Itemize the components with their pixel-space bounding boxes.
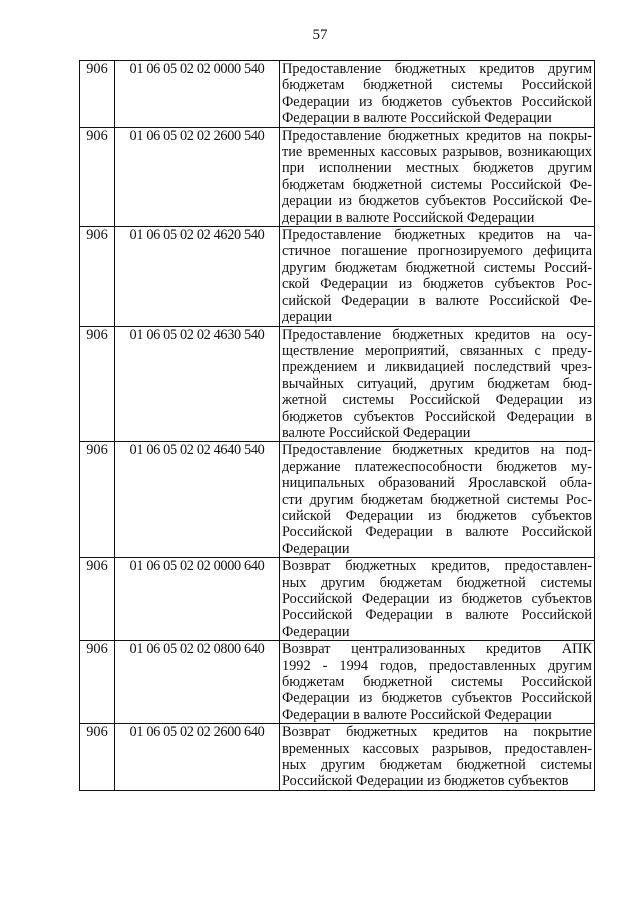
- description-line: Российской Федерации из бюджетов субъектов: [282, 773, 569, 790]
- description-line: преждением и ликвидацией последствий чрез-: [282, 359, 592, 376]
- description-line: Предоставление бюджетных кредитов на ча-: [282, 227, 592, 244]
- description-cell: [280, 227, 595, 326]
- description-cell: [280, 127, 595, 226]
- table-row: [80, 326, 595, 442]
- description-line: бюджетам бюджетной системы Российской: [282, 77, 592, 94]
- description-line: жетной системы Российской Федерации из: [282, 392, 592, 409]
- admin-code-cell: 906: [80, 558, 115, 641]
- description-cell: [280, 61, 595, 128]
- description-line: ской Федерации из бюджетов субъектов Рос-: [282, 276, 592, 293]
- table-body: [80, 61, 595, 791]
- description-line: ниципальных образований Ярославской обла-: [282, 475, 592, 492]
- admin-code-cell: 906: [80, 127, 115, 226]
- description-line: Федерации из бюджетов субъектов Российской: [282, 690, 592, 707]
- description-line: другим бюджетам бюджетной системы Россий-: [282, 259, 592, 276]
- budget-code-cell: 01 06 05 02 02 2600 640: [115, 724, 280, 791]
- budget-code-cell: 01 06 05 02 02 2600 540: [115, 127, 280, 226]
- table-row: [80, 61, 595, 128]
- description-line: Федерации в валюте Российской Федерации: [282, 110, 552, 127]
- budget-code-cell: 01 06 05 02 02 0000 640: [115, 558, 280, 641]
- table-row: [80, 227, 595, 326]
- budget-code-cell: 01 06 05 02 02 0000 540: [115, 61, 280, 128]
- description-line: ных другим бюджетам бюджетной системы: [282, 574, 592, 591]
- table-row: [80, 558, 595, 641]
- admin-code-cell: 906: [80, 724, 115, 791]
- description-cell: [280, 558, 595, 641]
- description-line: стичное погашение прогнозируемого дефицита: [282, 243, 592, 260]
- admin-code-cell: 906: [80, 227, 115, 326]
- description-line: Российской Федерации в валюте Российской: [282, 524, 592, 541]
- budget-code-cell: 01 06 05 02 02 0800 640: [115, 641, 280, 724]
- description-cell: [280, 724, 595, 791]
- description-line: Возврат бюджетных кредитов, предоставлен-: [282, 558, 592, 575]
- budget-classification-table: [79, 60, 595, 791]
- table-row: [80, 127, 595, 226]
- description-line: дерации из бюджетов субъектов Российской Фе-: [282, 193, 592, 210]
- description-line: Российской Федерации из бюджетов субъектов: [282, 591, 592, 607]
- description-line: при исполнении местных бюджетов другим: [282, 160, 592, 177]
- admin-code-cell: 906: [80, 641, 115, 724]
- description-line: дерации: [282, 309, 333, 326]
- description-line: Федерации из бюджетов субъектов Российской: [282, 93, 592, 110]
- description-line: Федерации в валюте Российской Федерации: [282, 706, 552, 723]
- description-line: сийской Федерации в валюте Российской Фе-: [282, 292, 592, 309]
- description-line: временных кассовых разрывов, предоставлен-: [282, 740, 592, 757]
- budget-code-cell: 01 06 05 02 02 4620 540: [115, 227, 280, 326]
- description-line: Предоставление бюджетных кредитов на под-: [282, 442, 592, 459]
- description-line: валюте Российской Федерации: [282, 424, 471, 441]
- description-line: сийской Федерации из бюджетов субъектов: [282, 507, 592, 524]
- admin-code-cell: 906: [80, 326, 115, 442]
- admin-code-cell: 906: [80, 61, 115, 128]
- description-line: 1992 - 1994 годов, предоставленных другим: [282, 657, 592, 674]
- description-line: ществление мероприятий, связанных с преду-: [282, 342, 592, 359]
- description-line: Российской Федерации в валюте Российской: [282, 607, 592, 624]
- table-row: [80, 641, 595, 724]
- budget-code-cell: 01 06 05 02 02 4640 540: [115, 442, 280, 558]
- table-row: [80, 724, 595, 791]
- description-line: сти другим бюджетам бюджетной системы Рос-: [282, 491, 592, 508]
- admin-code-cell: 906: [80, 442, 115, 558]
- description-line: Возврат централизованных кредитов АПК: [282, 641, 592, 658]
- description-line: держание платежеспособности бюджетов му-: [282, 458, 592, 475]
- description-line: Федерации: [282, 623, 350, 640]
- description-cell: [280, 641, 595, 724]
- description-line: Федерации: [282, 540, 350, 557]
- table-row: [80, 442, 595, 558]
- page-number: 57: [312, 27, 328, 43]
- description-line: Предоставление бюджетных кредитов другим: [282, 61, 592, 77]
- description-line: Предоставление бюджетных кредитов на осу-: [282, 326, 592, 343]
- description-cell: [280, 442, 595, 558]
- description-line: бюджетам бюджетной системы Российской Фе-: [282, 176, 592, 193]
- description-line: бюджетов субъектов Российской Федерации в: [282, 408, 592, 425]
- description-line: бюджетам бюджетной системы Российской: [282, 674, 592, 691]
- description-line: дерации в валюте Российской Федерации: [282, 209, 535, 226]
- description-line: Предоставление бюджетных кредитов на покры-: [282, 127, 592, 144]
- description-line: тие временных кассовых разрывов, возникающих: [282, 144, 592, 161]
- budget-code-cell: 01 06 05 02 02 4630 540: [115, 326, 280, 442]
- description-line: Возврат бюджетных кредитов на покрытие: [282, 724, 592, 741]
- description-line: вычайных ситуаций, другим бюджетам бюд-: [282, 375, 592, 392]
- description-cell: [280, 326, 595, 442]
- description-line: ных другим бюджетам бюджетной системы: [282, 757, 592, 774]
